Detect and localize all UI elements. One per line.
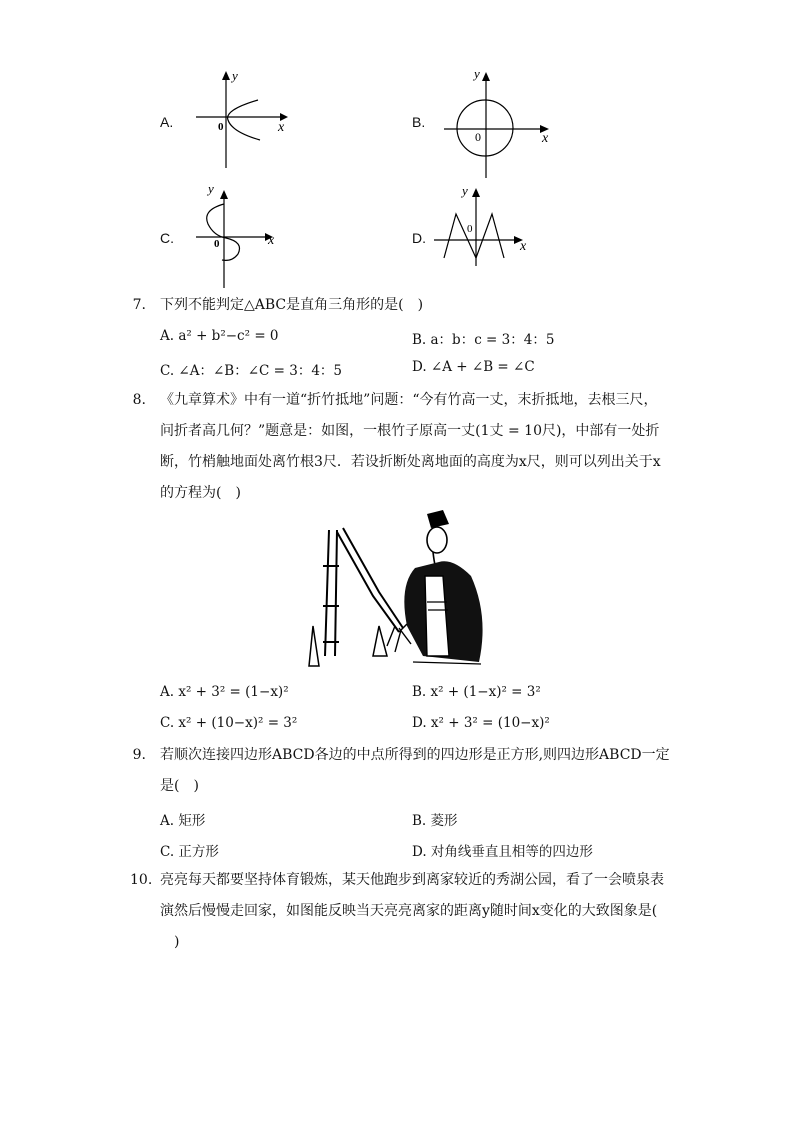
zigzag-graph-icon [434, 180, 538, 270]
question-line: 断，竹梢触地面处离竹根3尺．若设折断处离地面的高度为x尺，则可以列出关于x [160, 454, 661, 470]
origin-label: 0 [214, 238, 220, 250]
question-number: 8. [132, 392, 146, 408]
y-axis-label: y [474, 66, 480, 81]
question-line: 《九章算术》中有一道“折竹抵地”问题：“今有竹高一丈，末折抵地，去根三尺， [160, 392, 658, 408]
question-line: 问折者高几何？”题意是：如图，一根竹子原高一丈(1丈 = 10尺)，中部有一处折 [160, 423, 660, 439]
option-b[interactable]: B. 菱形 [412, 813, 458, 829]
option-a[interactable]: A. 矩形 [160, 813, 206, 829]
origin-label: 0 [218, 121, 224, 133]
question-line: 是( ) [160, 778, 199, 794]
question-number: 9. [132, 747, 146, 763]
option-c[interactable]: C. ∠A：∠B：∠C = 3：4：5 [160, 363, 343, 379]
parabola-graph-icon [196, 62, 296, 172]
option-a[interactable]: A. a² + b²−c² = 0 [160, 328, 279, 344]
option-label: B. [412, 114, 426, 130]
bamboo-scholar-illustration [303, 506, 493, 670]
y-axis-label: y [232, 68, 238, 83]
question-number: 7. [132, 297, 146, 313]
y-axis-label: y [462, 183, 468, 198]
question-line: ) [160, 934, 180, 950]
question-line: 的方程为( ) [160, 485, 241, 501]
x-axis-label: x [542, 131, 549, 146]
option-d[interactable]: D. 对角线垂直且相等的四边形 [412, 844, 593, 860]
question-number: 10. [130, 872, 153, 888]
question-line: 若顺次连接四边形ABCD各边的中点所得到的四边形是正方形,则四边形ABCD一定 [160, 747, 670, 763]
x-axis-label: x [268, 233, 275, 248]
x-axis-label: x [520, 239, 527, 254]
option-c[interactable]: C. x² + (10−x)² = 3² [160, 715, 298, 731]
s-curve-graph-icon [196, 180, 286, 290]
option-label: A. [160, 114, 174, 130]
option-label: D. [412, 230, 426, 246]
origin-label: 0 [467, 223, 473, 235]
option-a[interactable]: A. x² + 3² = (1−x)² [160, 684, 289, 700]
question-line: 亮亮每天都要坚持体育锻炼，某天他跑步到离家较近的秀湖公园，看了一会喷泉表 [160, 872, 664, 888]
circle-graph-icon [440, 62, 560, 180]
option-label: C. [160, 230, 174, 246]
option-b[interactable]: B. x² + (1−x)² = 3² [412, 684, 541, 700]
x-axis-label: x [278, 120, 285, 135]
option-d[interactable]: D. x² + 3² = (10−x)² [412, 715, 550, 731]
option-d[interactable]: D. ∠A + ∠B = ∠C [412, 359, 535, 375]
option-b[interactable]: B. a：b：c = 3：4：5 [412, 332, 555, 348]
question-stem: 下列不能判定△ABC是直角三角形的是( ) [160, 297, 424, 313]
option-c[interactable]: C. 正方形 [160, 844, 219, 860]
question-line: 演然后慢慢走回家，如图能反映当天亮亮离家的距离y随时间x变化的大致图象是( [160, 903, 658, 919]
y-axis-label: y [208, 181, 214, 196]
origin-label: 0 [475, 130, 481, 144]
